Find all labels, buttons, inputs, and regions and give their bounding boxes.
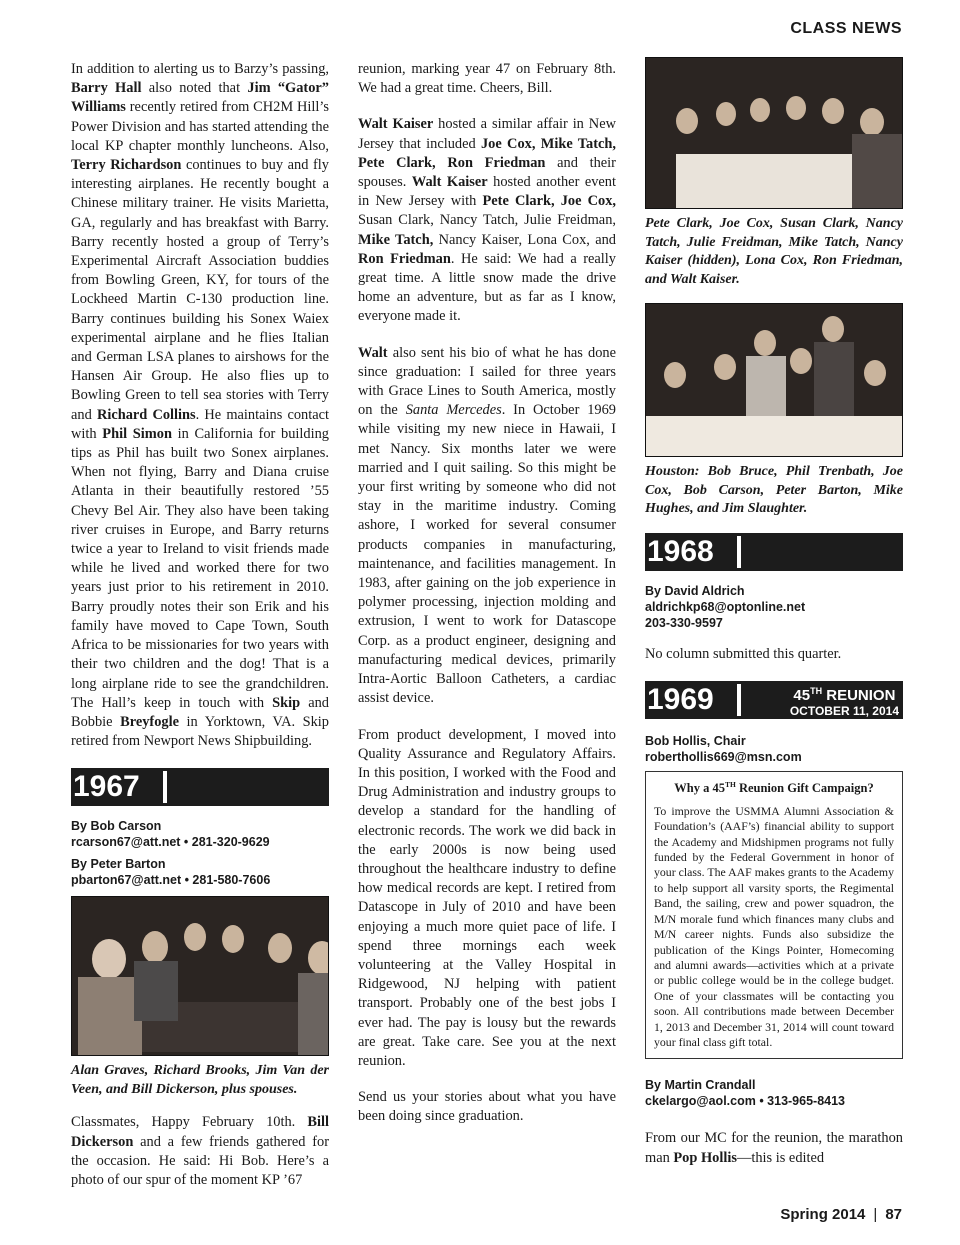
section-header: CLASS NEWS bbox=[790, 20, 902, 37]
correspondent-2 bbox=[71, 856, 329, 888]
photo-caption: Houston: Bob Bruce, Phil Trenbath, Joe Cox, Bob Carson, Peter Barton, Mike Hughes, and Jim Slaughter. bbox=[645, 464, 903, 516]
class-year: 1967 bbox=[71, 771, 167, 803]
correspondent-name: By Martin Crandall bbox=[645, 1078, 756, 1093]
reunion-date: OCTOBER 11, 2014 bbox=[789, 703, 899, 718]
class-year: 1969 bbox=[645, 684, 741, 716]
correspondent-email: aldrichkp68@optonline.net bbox=[645, 599, 806, 614]
class-year: 1968 bbox=[645, 536, 741, 568]
column-left bbox=[71, 60, 329, 1207]
class-band-1968 bbox=[645, 533, 903, 571]
column-middle bbox=[358, 60, 616, 1144]
group-photo-1967 bbox=[71, 896, 329, 1056]
correspondent-name: By Bob Carson bbox=[71, 819, 162, 834]
article-paragraph: In addition to alerting us to Barzy’s passing, Barry Hall also noted that Jim “Gator” Williams recently retired from CH2M Hill’s Power Division and has started attending the local KP chapter monthly luncheons. Also, Terry Richardson continues to buy and fly interesting airplanes. He recently bought a Chinese military trainer. He visits Marietta, GA, regularly and has breakfast with Barry. Barry recently hosted a group of Terry’s Experimental Aircraft Association buddies from Bowling Green, KY, for tours of the Lockheed Martin C-130 production line. Barry continues building his Sonex Waiex experimental airplane and he flies Italian and German LSA planes to airshows for the Hansen Air Group. He also flies up to Bowling Green to tell sea stories with Terry and Richard Collins. He maintains contact with Phil Simon in California for building tips as Phil has built two Sonex airplanes. When not flying, Barry and Diana cruise Atlanta in their beautifully restored ’55 Chevy Bel Air. They also have been taking river cruises in Europe, and Barry returns twice a year to Ireland to visit friends made while he lived and worked there for two years just prior to his retirement in 2010. Barry proudly notes their son Erik and his family have moved to Cape Town, South Africa to be missionaries for two years with their two children and the dog! That is a long airplane ride to see the grandchildren. The Hall’s keep in touch with Skip and Bobbie Breyfogle in Yorktown, VA. Skip retired from Newport News Shipbuilding. bbox=[71, 61, 330, 750]
page-number: 87 bbox=[885, 1206, 902, 1223]
article-paragraph: Classmates, Happy February 10th. Bill Dickerson and a few friends gathered for the occasion. He said: Hi Bob. Here’s a photo of our spur of the moment KP ’67 bbox=[71, 1114, 329, 1188]
correspondent-1969 bbox=[645, 1077, 903, 1109]
correspondent-info: pbarton67@att.net • 281-580-7606 bbox=[71, 873, 271, 888]
gift-campaign-body: To improve the USMMA Alumni Association & Foundation’s (AAF’s) financial ability to support the Academy and Midshipmen programs not fully funded by the Federal Government in honor of your class. The AAF makes grants to the Academy to help support all varsity sports, the Regimental Band, the sailing, crew and power squadron, the M/N morale fund which finances many clubs and M/N career nights. Funds also subsidize the publication of the Kings Pointer, Homecoming and alumni awards—activities which at a private or public college would be in the college budget. One of your classmates will be contacting you soon. All contributions made between December 1, 2013 and December 31, 2014 will count toward your final class gift total. bbox=[654, 803, 894, 1049]
chair-email: roberthollis669@msn.com bbox=[645, 749, 802, 764]
correspondent-phone: 203-330-9597 bbox=[645, 615, 723, 630]
correspondent-info: ckelargo@aol.com • 313-965-8413 bbox=[645, 1094, 846, 1109]
gift-campaign-title: Why a 45TH Reunion Gift Campaign? bbox=[674, 779, 874, 795]
article-paragraph: Walt also sent his bio of what he has done since graduation: I sailed for three years with Grace Lines to South America, mostly on the Santa Mercedes. In October 1969 while visiting my new niece in Hawaii, I met Nancy. Six months later we were married and I quit sailing. So this might be your first writing by someone who did not stay in the maritime industry. Coming ashore, I worked for several consumer products companies in manufacturing, maintenance, and facilities management. In 1983, after gaining on the job experience in polymer processing, injection molding and extrusion, I went to work for Datascope Corp. as a product engineer, designing and manufacturing medical devices, primarily Intra-Aortic Balloon Catheters, a cardiac assist device. bbox=[358, 344, 616, 707]
correspondent-1 bbox=[71, 818, 329, 850]
footer-separator: | bbox=[873, 1206, 878, 1223]
gift-campaign-box bbox=[645, 771, 903, 1060]
group-photo-new-jersey bbox=[645, 57, 903, 209]
article-paragraph: Send us your stories about what you have been doing since graduation. bbox=[358, 1089, 616, 1125]
correspondent-1968 bbox=[645, 583, 903, 631]
class-band-1967 bbox=[71, 768, 329, 806]
class-note: No column submitted this quarter. bbox=[645, 645, 842, 662]
article-paragraph: reunion, marking year 47 on February 8th. We had a great time. Cheers, Bill. bbox=[358, 61, 616, 97]
reunion-title: 45TH REUNION bbox=[793, 685, 896, 704]
chair-name: Bob Hollis, Chair bbox=[645, 733, 746, 748]
group-photo-houston bbox=[645, 303, 903, 457]
class-band-1969 bbox=[645, 681, 903, 719]
article-paragraph: Walt Kaiser hosted a similar affair in New Jersey that included Joe Cox, Mike Tatch, Pete Clark, Ron Friedman and their spouses. Walt Kaiser hosted another event in New Jersey with Pete Clark, Joe Cox, Susan Clark, Nancy Tatch, Julie Freidman, Mike Tatch, Nancy Kaiser, Lona Cox, and Ron Friedman. He said: We had a really great time. A little snow made the drive home an adventure, but as far as I know, everyone made it. bbox=[358, 116, 617, 325]
correspondent-name: By Peter Barton bbox=[71, 857, 166, 872]
photo-caption: Alan Graves, Richard Brooks, Jim Van der Veen, and Bill Dickerson, plus spouses. bbox=[71, 1063, 329, 1097]
reunion-badge bbox=[790, 683, 899, 718]
correspondent-info: rcarson67@att.net • 281-320-9629 bbox=[71, 835, 270, 850]
class-chair bbox=[645, 733, 903, 765]
issue-label: Spring 2014 bbox=[780, 1206, 866, 1223]
page-footer bbox=[780, 1206, 902, 1223]
article-paragraph: From product development, I moved into Quality Assurance and Regulatory Affairs. In this position, I worked with the Food and Drug Administration and industry groups to develop a standard for the handling of electronic records. The work we did back in the early 2000s is now being used throughout the healthcare industry to define how medical records are kept. I retired from Datascope in July of 2010 and have been enjoying a much more quiet pace of life. I spend three mornings each week volunteering at the Valley Hospital in Ridgewood, NJ helping with patient transport. Probably one of the best jobs I ever had. The pay is lousy but the rewards are great. Take care. See you at the next reunion. bbox=[358, 726, 616, 1069]
article-paragraph: From our MC for the reunion, the marathon man Pop Hollis—this is edited bbox=[645, 1130, 903, 1166]
correspondent-name: By David Aldrich bbox=[645, 583, 745, 598]
photo-caption: Pete Clark, Joe Cox, Susan Clark, Nancy Tatch, Julie Freidman, Mike Tatch, Nancy Kaiser (hidden), Lona Cox, Ron Friedman, and Walt Kaiser. bbox=[645, 216, 903, 287]
column-right bbox=[645, 57, 903, 1185]
